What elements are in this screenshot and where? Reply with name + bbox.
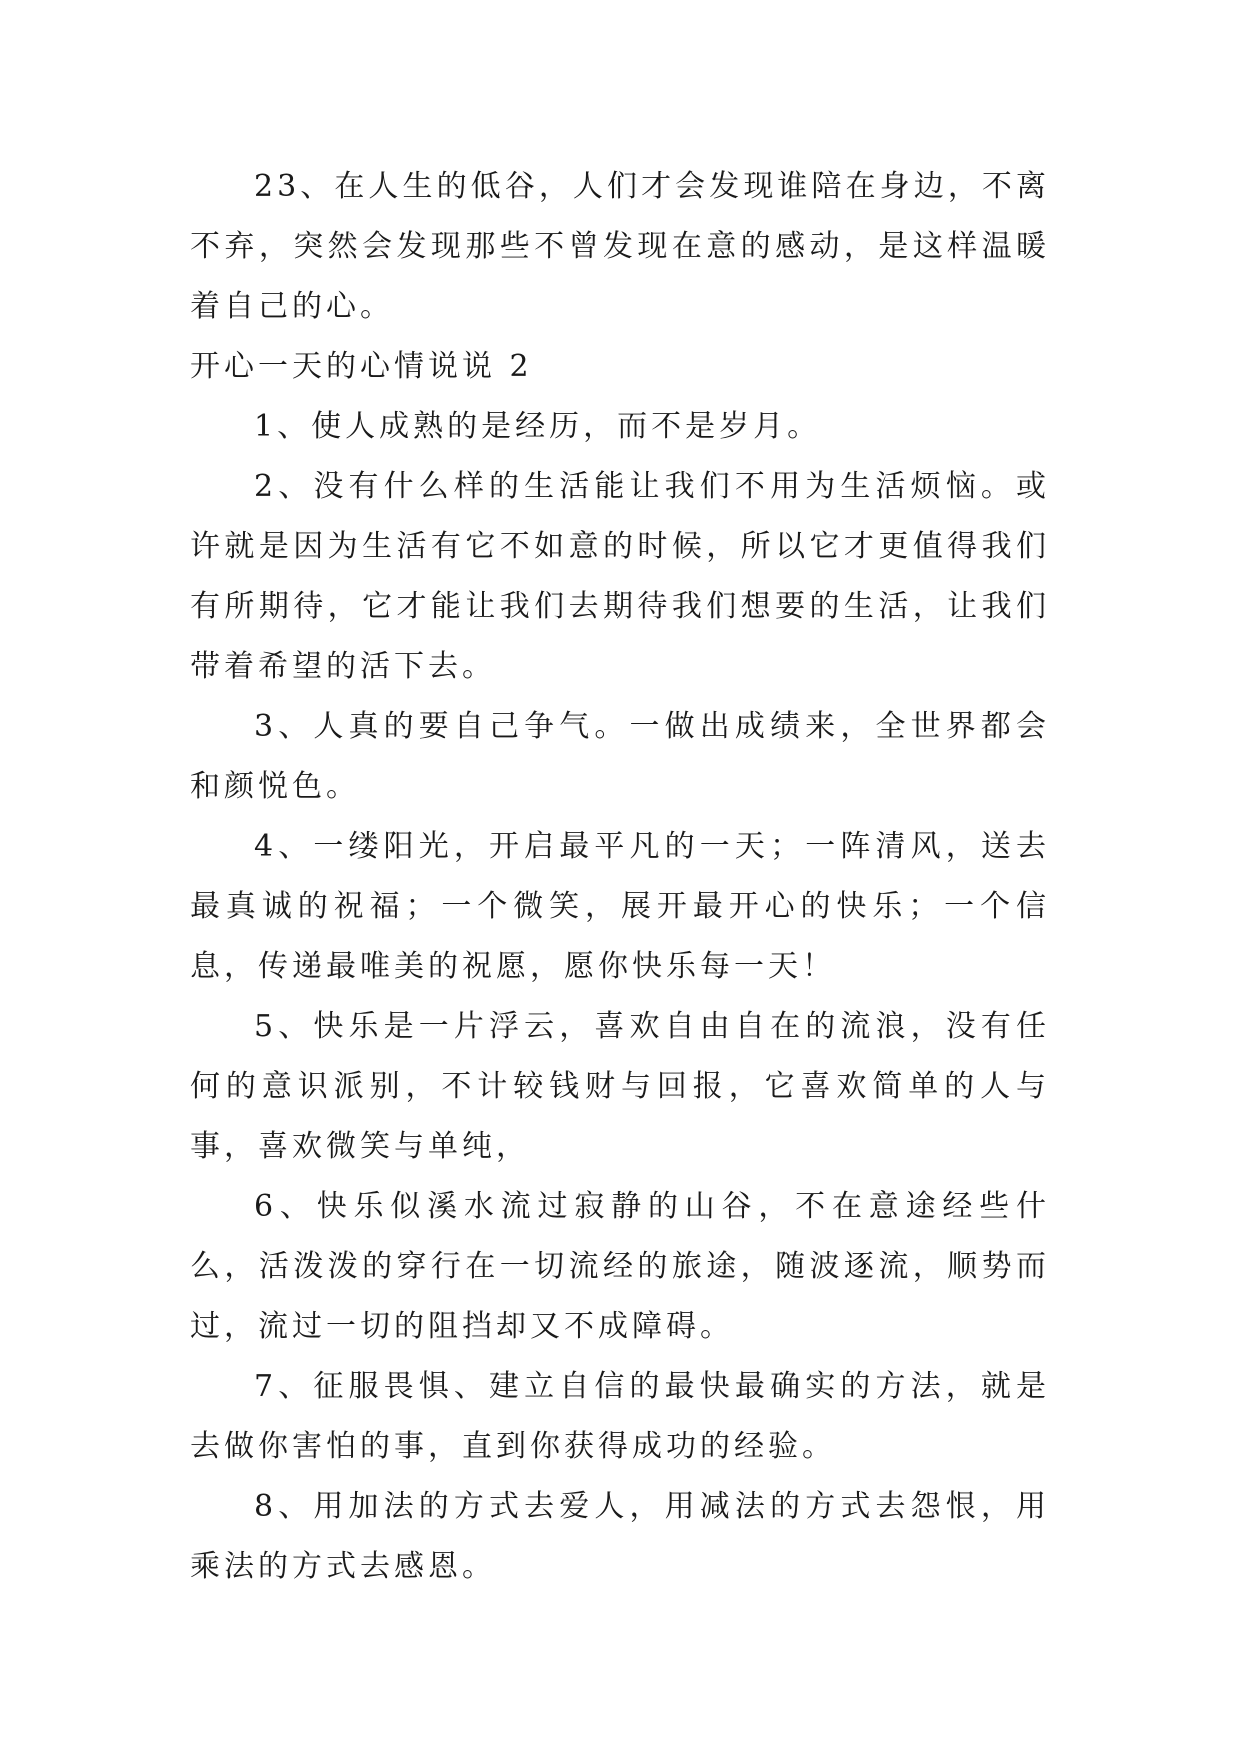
- paragraph-5: 5、快乐是一片浮云，喜欢自由自在的流浪，没有任何的意识派别，不计较钱财与回报，它喜欢简单的人与事，喜欢微笑与单纯，: [190, 1009, 1050, 1164]
- paragraph-3: 3、人真的要自己争气。一做出成绩来，全世界都会和颜悦色。: [190, 709, 1050, 804]
- paragraph-8: 8、用加法的方式去爱人，用减法的方式去怨恨，用乘法的方式去感恩。: [190, 1489, 1050, 1584]
- paragraph-6: 6、快乐似溪水流过寂静的山谷，不在意途经些什么，活泼泼的穿行在一切流经的旅途，随波逐流，顺势而过，流过一切的阻挡却又不成障碍。: [190, 1189, 1050, 1344]
- paragraph-23: 23、在人生的低谷，人们才会发现谁陪在身边，不离不弃，突然会发现那些不曾发现在意的感动，是这样温暖着自己的心。: [190, 169, 1050, 324]
- section-heading: 开心一天的心情说说 2: [190, 349, 533, 384]
- document-page: [190, 157, 1050, 1597]
- paragraph-7: 7、征服畏惧、建立自信的最快最确实的方法，就是去做你害怕的事，直到你获得成功的经验。: [190, 1369, 1050, 1464]
- paragraph-4: 4、一缕阳光，开启最平凡的一天；一阵清风，送去最真诚的祝福；一个微笑，展开最开心的快乐；一个信息，传递最唯美的祝愿，愿你快乐每一天！: [190, 829, 1050, 984]
- paragraph-2: 2、没有什么样的生活能让我们不用为生活烦恼。或许就是因为生活有它不如意的时候，所以它才更值得我们有所期待，它才能让我们去期待我们想要的生活，让我们带着希望的活下去。: [190, 469, 1050, 684]
- paragraph-1: 1、使人成熟的是经历，而不是岁月。: [254, 409, 822, 444]
